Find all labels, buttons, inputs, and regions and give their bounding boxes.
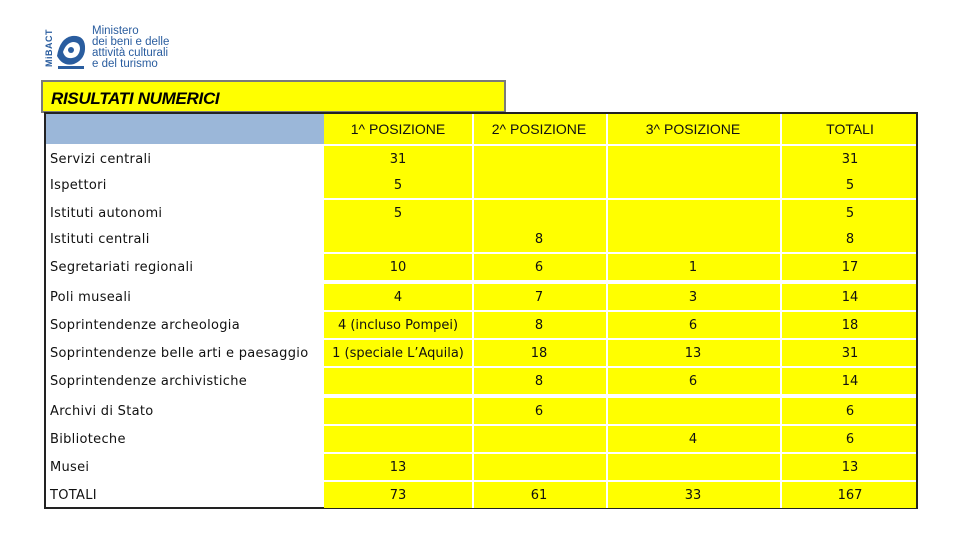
table-row <box>46 482 916 508</box>
table-cell: 5 <box>845 205 855 221</box>
row-label: Soprintendenze belle arti e paesaggio <box>50 345 309 361</box>
ministry-emblem-icon <box>54 26 88 72</box>
table-row <box>46 172 916 198</box>
table-cell: 6 <box>845 431 855 447</box>
table-cell: 5 <box>845 177 855 193</box>
table-cell: 31 <box>841 151 859 167</box>
table-cell: 4 <box>688 431 698 447</box>
table-cell: 5 <box>393 177 403 193</box>
table-row <box>46 284 916 310</box>
table-cell <box>472 426 606 452</box>
table-cell <box>324 368 472 394</box>
table-cell: 4 (incluso Pompei) <box>337 317 459 333</box>
row-label: Istituti centrali <box>50 231 150 247</box>
table-cell: 5 <box>393 205 403 221</box>
table-cell: 73 <box>389 487 407 503</box>
table-cell: 18 <box>841 317 859 333</box>
table-cell: 14 <box>841 373 859 389</box>
table-cell: 6 <box>688 373 698 389</box>
title-banner <box>41 80 506 113</box>
ministry-logo <box>44 26 184 74</box>
row-label: Biblioteche <box>50 431 126 447</box>
table-cell: 3 <box>688 289 698 305</box>
table-cell: 8 <box>534 231 544 247</box>
ministry-name: Ministero dei beni e delle attività culturali e del turismo <box>92 25 170 70</box>
table-cell: 18 <box>530 345 548 361</box>
table-cell <box>472 454 606 480</box>
table-cell <box>472 146 606 172</box>
table-cell <box>324 226 472 252</box>
table-row <box>46 312 916 338</box>
table-cell <box>606 226 780 252</box>
table-row <box>46 454 916 480</box>
table-cell: 13 <box>389 459 407 475</box>
table-cell: 10 <box>389 259 407 275</box>
logo-acronym: MiBACT <box>44 29 54 67</box>
table-cell: 8 <box>845 231 855 247</box>
table-cell <box>606 200 780 226</box>
table-cell <box>606 398 780 424</box>
table-cell: 13 <box>841 459 859 475</box>
table-cell: 7 <box>534 289 544 305</box>
table-cell: 17 <box>841 259 859 275</box>
row-label: Archivi di Stato <box>50 403 154 419</box>
table-row <box>46 426 916 452</box>
column-header: 1^ POSIZIONE <box>350 121 446 137</box>
table-cell: 33 <box>684 487 702 503</box>
row-label: Poli museali <box>50 289 132 305</box>
column-header: 2^ POSIZIONE <box>491 121 587 137</box>
table-row <box>46 340 916 366</box>
table-cell <box>606 454 780 480</box>
column-header: 3^ POSIZIONE <box>645 121 741 137</box>
table-cell: 6 <box>534 403 544 419</box>
table-row <box>46 146 916 172</box>
table-row <box>46 200 916 226</box>
row-label: Segretariati regionali <box>50 259 194 275</box>
table-cell: 1 (speciale L’Aquila) <box>332 345 464 361</box>
row-label: Musei <box>50 459 90 475</box>
table-cell: 61 <box>530 487 548 503</box>
table-row <box>46 226 916 252</box>
table-cell <box>606 146 780 172</box>
table-cell <box>606 172 780 198</box>
table-cell: 31 <box>841 345 859 361</box>
row-label: Istituti autonomi <box>50 205 163 221</box>
results-table <box>44 112 918 509</box>
row-label: Soprintendenze archivistiche <box>50 373 248 389</box>
table-cell: 8 <box>534 317 544 333</box>
table-header-row <box>46 115 916 143</box>
table-cell <box>472 200 606 226</box>
table-cell: 13 <box>684 345 702 361</box>
table-cell <box>472 172 606 198</box>
row-label: TOTALI <box>50 487 97 503</box>
column-header: TOTALI <box>826 121 874 137</box>
table-cell <box>324 398 472 424</box>
table-cell: 31 <box>389 151 407 167</box>
table-cell: 6 <box>534 259 544 275</box>
table-row <box>46 254 916 280</box>
table-row <box>46 398 916 424</box>
table-row <box>46 368 916 394</box>
page-title: RISULTATI NUMERICI <box>51 89 220 108</box>
table-cell: 4 <box>393 289 403 305</box>
table-cell: 6 <box>688 317 698 333</box>
row-label: Servizi centrali <box>50 151 152 167</box>
table-cell: 167 <box>837 487 863 503</box>
table-cell: 6 <box>845 403 855 419</box>
table-cell: 8 <box>534 373 544 389</box>
row-label: Soprintendenze archeologia <box>50 317 240 333</box>
table-cell: 14 <box>841 289 859 305</box>
table-cell <box>324 426 472 452</box>
row-label: Ispettori <box>50 177 107 193</box>
table-cell: 1 <box>688 259 698 275</box>
